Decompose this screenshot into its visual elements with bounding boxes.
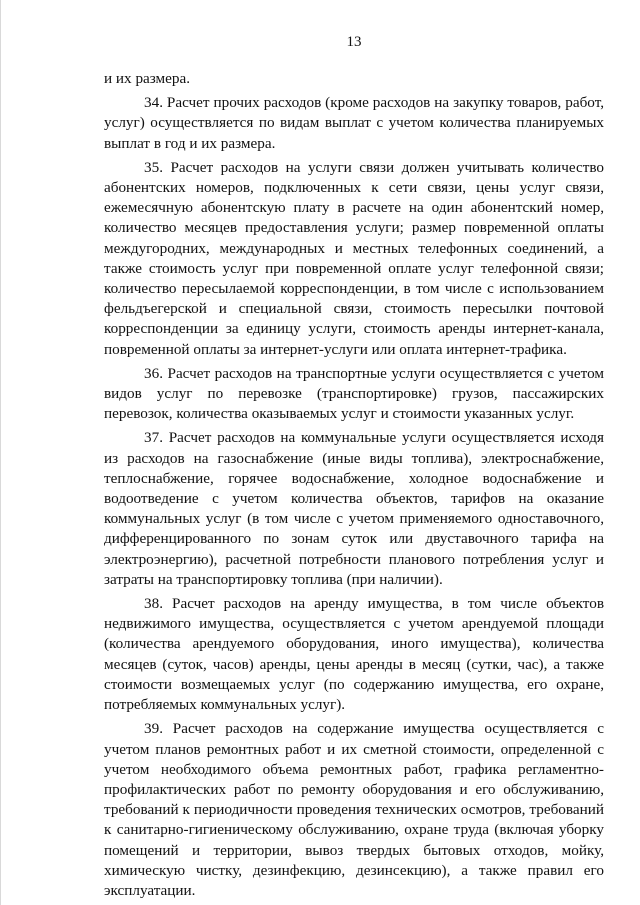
paragraph-38: 38. Расчет расходов на аренду имущества, в том числе объектов недвижимого имущества, осуществляется с учетом арендуемой площади (количества арендуемого оборудования, иного имущества), количества месяцев (суток, часов) аренды, цены аренды в месяц (сутки, час), а также стоимости возмещаемых услуг (по содержанию имущества, его охране, потребляемых коммунальных услуг). xyxy=(104,595,604,714)
paragraph-39: 39. Расчет расходов на содержание имущества осуществляется с учетом планов ремонтных работ и их сметной стоимости, определенной с учетом необходимого объема ремонтных работ, графика регламентно-профилактических работ по ремонту оборудования и его обслуживанию, требований к периодичности проведения технических осмотров, требований к санитарно-гигиеническому обслуживанию, охране труда (включая уборку помещений и территории, вывоз твердых бытовых отходов, мойку, химическую чистку, дезинфекцию, дезинсекцию), а также правил его эксплуатации. xyxy=(104,720,604,899)
scan-edge xyxy=(0,0,1,905)
paragraph-34: 34. Расчет прочих расходов (кроме расходов на закупку товаров, работ, услуг) осуществляется по видам выплат с учетом количества планируемых выплат в год и их размера. xyxy=(104,94,604,152)
paragraph-35: 35. Расчет расходов на услуги связи должен учитывать количество абонентских номеров, подключенных к сети связи, цены услуг связи, ежемесячную абонентскую плату в расчете на один абонентский номер, количество месяцев предоставления услуги; размер повременной оплаты междугородних, международных и местных телефонных соединений, а также стоимость услуг при повременной оплате услуг телефонной связи; количество пересылаемой корреспонденции, в том числе с использованием фельдъегерской и специальной связи, стоимость пересылки почтовой корреспонденции за единицу услуги, стоимость аренды интернет-канала, повременной оплаты за интернет-услуги или оплата интернет-трафика. xyxy=(104,158,604,358)
paragraph-continuation: и их размера. xyxy=(104,70,191,87)
document-body xyxy=(104,69,604,901)
paragraph-36: 36. Расчет расходов на транспортные услуги осуществляется с учетом видов услуг по перевозке (транспортировке) грузов, пассажирских перевозок, количества оказываемых услуг и стоимости указанных услуг. xyxy=(104,364,604,423)
paragraph-37: 37. Расчет расходов на коммунальные услуги осуществляется исходя из расходов на газоснабжение (иные виды топлива), электроснабжение, теплоснабжение, горячее водоснабжение, холодное водоснабжение и водоотведение с учетом количества объектов, тарифов на оказание коммунальных услуг (в том числе с учетом применяемого одноставочного, дифференцированного по зонам суток или двуставочного тарифа на электроэнергию), расчетной потребности планового потребления услуг и затраты на транспортировку топлива (при наличии). xyxy=(104,429,604,588)
page-number: 13 xyxy=(346,34,362,50)
